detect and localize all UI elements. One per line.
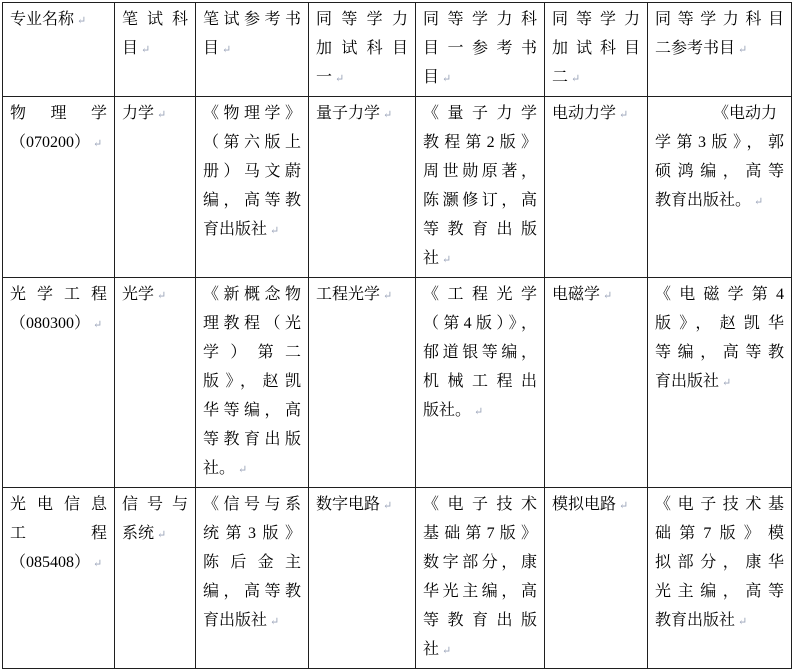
cell-text-line: 光学 ↵ [122,280,188,311]
cell-text-line: 统第3版》 [203,525,301,542]
cell-text-line: 一 ↵ [316,63,408,94]
table-cell [545,278,648,488]
cell-text-line: （085408） ↵ [10,548,107,579]
table-cell [416,278,545,488]
cell-text-line: 目一参考书 [423,40,537,57]
cell-text-line: 册）马文蔚 [203,163,301,180]
cell-text-line: 同等学力 [552,11,640,28]
cell-text-line: 加试科目 [552,40,640,57]
cell-text-line: 编，高等教 [203,192,301,209]
cell-text-line: 版》，赵凯华 [655,315,784,332]
header-cell [115,3,196,97]
cell-text-line: （080300） ↵ [10,309,107,340]
cell-text-line: 《工程光学 [423,286,537,303]
cell-text-line: 同等学力科目 [655,11,784,28]
cell-text-line: 笔试参考书 [203,11,301,28]
cell-text-line: 数字电路 ↵ [316,490,408,521]
cell-text-line: 社。 ↵ [203,454,301,485]
header-cell [545,3,648,97]
cell-text-line: 工程光学 ↵ [316,280,408,311]
table-cell [309,278,416,488]
cell-text-line: 二 ↵ [552,63,640,94]
cell-text-line: 《电子技术基 [655,496,784,513]
cell-text-line: 系统 ↵ [122,519,188,550]
cell-text-line: 版社。 ↵ [423,396,537,427]
cell-text-line: 陈后金主 [203,554,301,571]
cell-text-line: 教育出版社 ↵ [655,606,784,637]
header-cell [648,3,792,97]
table-cell [545,488,648,669]
cell-text-line: 目 ↵ [203,34,301,65]
table-cell [3,278,115,488]
table-cell [416,488,545,669]
cell-text-line: 目 ↵ [122,34,188,65]
header-row [3,3,792,97]
table-cell [196,97,309,278]
cell-text-line: 信号与 [122,496,188,513]
table-cell [416,97,545,278]
table-cell [3,97,115,278]
cell-text-line: 等教育出版 [423,612,537,629]
cell-text-line: 华光主编，高 [423,583,537,600]
cell-text-line: 硕鸿编，高等 [655,163,784,180]
cell-text-line: 光主编，高等 [655,583,784,600]
cell-text-line: 模拟电路 ↵ [552,490,640,521]
header-cell [309,3,416,97]
table-cell [648,278,792,488]
table-row [3,278,792,488]
table-cell [115,97,196,278]
cell-text-line: 《电子技术 [423,496,537,513]
cell-text-line: 育出版社 ↵ [203,606,301,637]
cell-text-line: 育出版社 ↵ [655,367,784,398]
cell-text-line: 等教育出版 [423,221,537,238]
cell-text-line: 工程 [10,525,107,542]
cell-text-line: 电动力学 ↵ [552,99,640,130]
header-cell [416,3,545,97]
table-row [3,488,792,669]
cell-text-line: 育出版社 ↵ [203,215,301,246]
table-cell [648,97,792,278]
cell-text-line: 电磁学 ↵ [552,280,640,311]
table-cell [545,97,648,278]
cell-text-line: 社 ↵ [423,635,537,666]
cell-text-line: 础第7版》模 [655,525,784,542]
table-cell [648,488,792,669]
cell-text-line: 光学工程 [10,286,107,303]
cell-text-line: （第六版上 [203,134,301,151]
cell-text-line: 同等学力 [316,11,408,28]
cell-text-line: 周世勋原著， [423,163,537,180]
cell-text-line: 加试科目 [316,40,408,57]
header-cell [196,3,309,97]
cell-text-line: 教程第2版》 [423,134,537,151]
cell-text-line: 《电磁学第4 [655,286,784,303]
cell-text-line: 等编，高等教 [655,344,784,361]
table-cell [115,278,196,488]
cell-text-line: 社 ↵ [423,244,537,275]
table-cell [196,278,309,488]
table-cell [115,488,196,669]
cell-text-line: 《电动力 [713,105,778,122]
cell-text-line: 物理学 [10,105,107,122]
table-header [3,3,792,97]
cell-text-line: 《新概念物 [203,286,301,303]
header-cell [3,3,115,97]
table-body [3,97,792,669]
cell-text-line: 目 ↵ [423,63,537,94]
cell-text-line: 同等学力科 [423,11,537,28]
cell-text-line: （第4版）》， [423,315,537,332]
cell-text-line: 基础第7版》 [423,525,537,542]
cell-text-line: 华等编，高 [203,402,301,419]
cell-text-line: 拟部分，康华 [655,554,784,571]
table-cell [309,488,416,669]
table-cell [196,488,309,669]
cell-text-line: 力学 ↵ [122,99,188,130]
cell-text-line: 笔试科 [122,11,188,28]
cell-text-line: 专业名称 ↵ [10,5,107,36]
cell-text-line: 学）第二 [203,344,301,361]
cell-text-line: 郁道银等编， [423,344,537,361]
cell-text-line: 数字部分，康 [423,554,537,571]
cell-text-line: 量子力学 ↵ [316,99,408,130]
cell-text-line: 等教育出版 [203,431,301,448]
cell-text-line: 编，高等教 [203,583,301,600]
table-row [3,97,792,278]
reference-books-table [2,2,792,669]
cell-text-line: 《物理学》 [203,105,301,122]
cell-text-line: 版》，赵凯 [203,373,301,390]
cell-text-line: 光电信息 [10,496,107,513]
cell-text-line: （070200） ↵ [10,128,107,159]
cell-text-line: 《信号与系 [203,496,301,513]
table-cell [309,97,416,278]
cell-text-line: 二参考书目 ↵ [655,34,784,65]
cell-text-line: 机械工程出 [423,373,537,390]
cell-text-line: 《量子力学 [423,105,537,122]
cell-text-line: 教育出版社。 ↵ [655,186,784,217]
cell-text-line: 学第3版》，郭 [655,134,784,151]
table-cell [3,488,115,669]
cell-text-line: 理教程（光 [203,315,301,332]
cell-text-line: 陈灏修订，高 [423,192,537,209]
